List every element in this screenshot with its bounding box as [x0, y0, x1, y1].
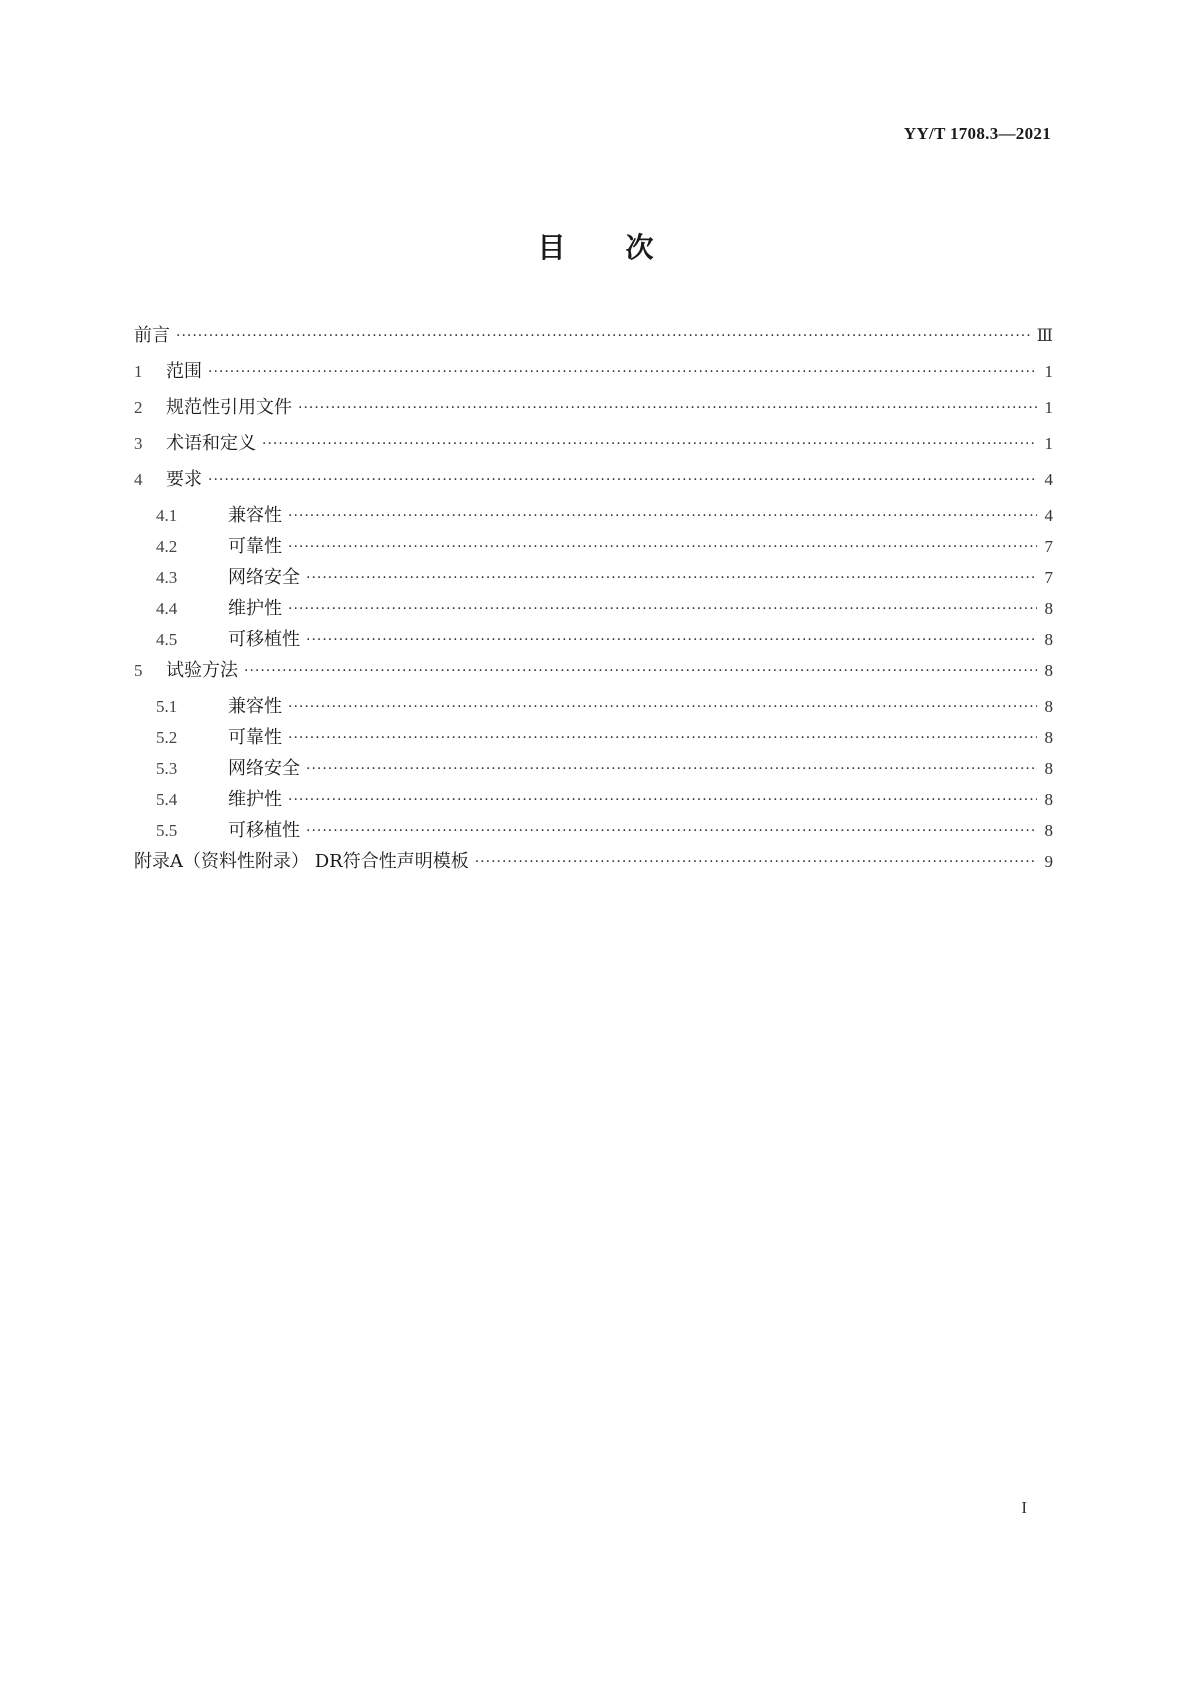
toc-entry-number: 4.3: [156, 568, 178, 587]
toc-entry-page: 1: [1044, 398, 1053, 417]
toc-entry-page: 9: [1044, 852, 1053, 871]
toc-entry-label: 前言: [134, 325, 170, 346]
toc-entry-page: 8: [1044, 790, 1053, 809]
dot-leader: [306, 757, 1037, 781]
toc-entry-number: 5.3: [156, 759, 178, 778]
toc-entry-page: Ⅲ: [1036, 326, 1053, 345]
dot-leader: [306, 819, 1037, 843]
toc-entry-number: 2: [134, 398, 143, 417]
toc-entry-4[interactable]: [134, 468, 1053, 492]
toc-entry-page: 8: [1044, 759, 1053, 778]
toc-entry-5-4[interactable]: [134, 788, 1053, 810]
page-title: 目次: [537, 231, 714, 264]
toc-entry-label: 兼容性: [228, 696, 282, 717]
dot-leader: [288, 726, 1037, 750]
dot-leader: [288, 535, 1037, 559]
toc-entry-2[interactable]: [134, 396, 1053, 420]
toc-entry-preface[interactable]: [134, 324, 1053, 348]
toc-entry-label: 可靠性: [228, 536, 282, 557]
toc-entry-5-1[interactable]: [134, 695, 1053, 717]
toc-entry-label: 附录A（资料性附录） DR符合性声明模板: [134, 851, 469, 872]
dot-leader: [475, 850, 1037, 874]
toc-entry-number: 5.4: [156, 790, 178, 809]
toc-entry-number: 3: [134, 434, 143, 453]
toc-entry-number: 4.4: [156, 599, 178, 618]
toc-entry-4-1[interactable]: [134, 504, 1053, 526]
toc-entry-number: 4.5: [156, 630, 178, 649]
dot-leader: [306, 628, 1037, 652]
toc-entry-number: 5.2: [156, 728, 178, 747]
toc-entry-5-3[interactable]: [134, 757, 1053, 779]
standard-code: YY/T 1708.3—2021: [903, 124, 1051, 143]
dot-leader: [208, 468, 1037, 492]
dot-leader: [288, 788, 1037, 812]
toc-entry-label: 试验方法: [166, 660, 238, 681]
dot-leader: [244, 659, 1037, 683]
toc-entry-page: 8: [1044, 728, 1053, 747]
toc-entry-4-2[interactable]: [134, 535, 1053, 557]
toc-entry-number: 5.1: [156, 697, 178, 716]
page-number: I: [1021, 1498, 1027, 1517]
toc-entry-4-4[interactable]: [134, 597, 1053, 619]
toc-entry-number: 4.1: [156, 506, 178, 525]
toc-entry-label: 可移植性: [228, 629, 300, 650]
toc-entry-1[interactable]: [134, 360, 1053, 384]
toc-entry-label: 要求: [166, 469, 202, 490]
toc-entry-5-5[interactable]: [134, 819, 1053, 841]
toc-entry-page: 8: [1044, 697, 1053, 716]
dot-leader: [208, 360, 1037, 384]
toc-entry-label: 网络安全: [228, 758, 300, 779]
toc-entry-label: 规范性引用文件: [166, 397, 292, 418]
toc-entry-appendix-a[interactable]: [134, 850, 1053, 874]
dot-leader: [298, 396, 1037, 420]
toc-entry-4-3[interactable]: [134, 566, 1053, 588]
toc-entry-number: 4.2: [156, 537, 178, 556]
toc-entry-page: 4: [1044, 506, 1053, 525]
toc-entry-page: 8: [1044, 630, 1053, 649]
toc-entry-label: 可移植性: [228, 820, 300, 841]
toc-entry-5-2[interactable]: [134, 726, 1053, 748]
dot-leader: [288, 597, 1037, 621]
toc-entry-number: 5: [134, 661, 143, 680]
toc-entry-label: 可靠性: [228, 727, 282, 748]
toc-entry-number: 5.5: [156, 821, 178, 840]
dot-leader: [288, 504, 1037, 528]
toc-entry-label: 术语和定义: [166, 433, 256, 454]
toc-entry-label: 网络安全: [228, 567, 300, 588]
toc-entry-page: 7: [1044, 537, 1053, 556]
toc-entry-label: 维护性: [228, 598, 282, 619]
toc-entry-number: 1: [134, 362, 143, 381]
toc-entry-page: 1: [1044, 362, 1053, 381]
toc-entry-4-5[interactable]: [134, 628, 1053, 650]
dot-leader: [306, 566, 1037, 590]
toc-entry-page: 8: [1044, 821, 1053, 840]
toc-entry-label: 兼容性: [228, 505, 282, 526]
toc-entry-3[interactable]: [134, 432, 1053, 456]
toc-entry-number: 4: [134, 470, 143, 489]
toc-entry-label: 维护性: [228, 789, 282, 810]
toc-entry-label: 范围: [166, 361, 202, 382]
toc-entry-page: 8: [1044, 661, 1053, 680]
table-of-contents: [134, 324, 1053, 886]
toc-entry-5[interactable]: [134, 659, 1053, 683]
dot-leader: [176, 324, 1033, 348]
toc-entry-page: 8: [1044, 599, 1053, 618]
toc-entry-page: 1: [1044, 434, 1053, 453]
toc-entry-page: 7: [1044, 568, 1053, 587]
toc-entry-page: 4: [1044, 470, 1053, 489]
dot-leader: [262, 432, 1037, 456]
dot-leader: [288, 695, 1037, 719]
